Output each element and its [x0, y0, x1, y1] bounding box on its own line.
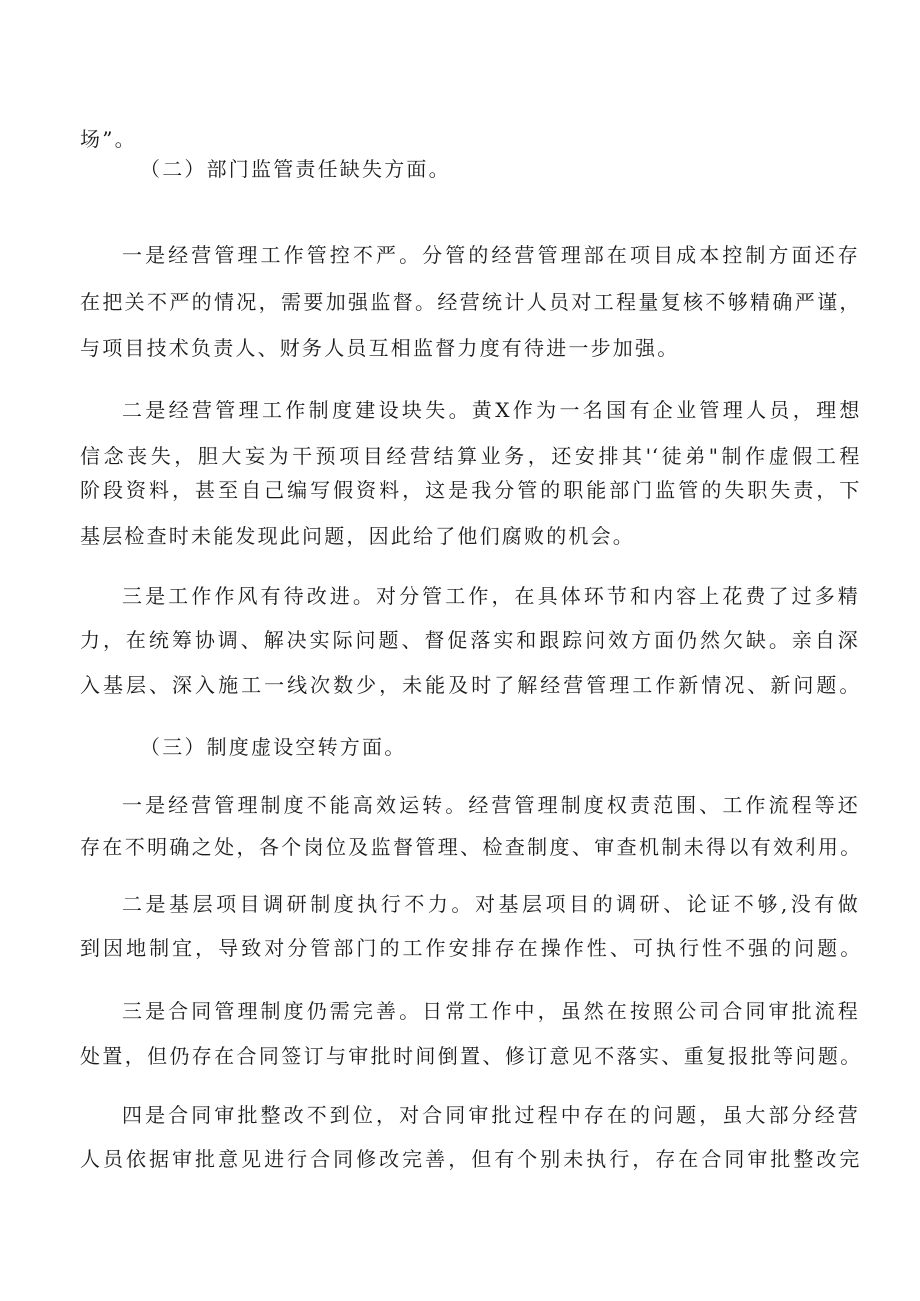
text-line: 四是合同审批整改不到位，对合同审批过程中存在的问题，虽大部分经营 — [122, 1103, 860, 1127]
text-line: 一是经营管理工作管控不严。分管的经营管理部在项目成本控制方面还存 — [122, 243, 860, 267]
text-line: 到因地制宜，导致对分管部门的工作安排存在操作性、可执行性不强的问题。 — [80, 936, 860, 960]
text-line: 三是合同管理制度仍需完善。日常工作中，虽然在按照公司合同审批流程 — [122, 999, 860, 1023]
text-line: 人员依据审批意见进行合同修改完善，但有个别未执行，存在合同审批整改完 — [80, 1147, 860, 1171]
text-line: 入基层、深入施工一线次数少，未能及时了解经营管理工作新情况、新问题。 — [80, 673, 860, 697]
text-line: 在把关不严的情况，需要加强监督。经营统计人员对工程量复核不够精确严谨， — [80, 290, 860, 314]
text-line: 与项目技术负责人、财务人员互相监督力度有待进一步加强。 — [80, 336, 680, 360]
text-line: 场”。 — [80, 127, 137, 151]
text-line: 三是工作作风有待改进。对分管工作，在具体环节和内容上花费了过多精 — [122, 584, 860, 608]
text-line: 信念丧失，胆大妄为干预项目经营结算业务，还安排其'‘徒弟"制作虚假工程 — [80, 444, 860, 468]
text-line: 存在不明确之处，各个岗位及监督管理、检查制度、审查机制未得以有效利用。 — [80, 835, 860, 859]
text-line: 力，在统筹协调、解决实际问题、督促落实和跟踪问效方面仍然欠缺。亲自深 — [80, 628, 860, 652]
text-line: 处置，但仍存在合同签订与审批时间倒置、修订意见不落实、重复报批等问题。 — [80, 1044, 860, 1068]
text-line: 二是经营管理工作制度建设块失。黄X作为一名国有企业管理人员，理想 — [122, 398, 860, 422]
section-heading: （三）制度虚设空转方面。 — [140, 735, 407, 759]
section-heading: （二）部门监管责任缺失方面。 — [140, 157, 451, 181]
text-line: 一是经营管理制度不能高效运转。经营管理制度权责范围、工作流程等还 — [122, 793, 860, 817]
text-line: 基层检查时未能发现此问题，因此给了他们腐败的机会。 — [80, 524, 635, 548]
text-line: 阶段资料，甚至自己编写假资料，这是我分管的职能部门监管的失职失责，下 — [80, 478, 860, 502]
text-line: 二是基层项目调研制度执行不力。对基层项目的调研、论证不够,没有做 — [122, 892, 860, 916]
